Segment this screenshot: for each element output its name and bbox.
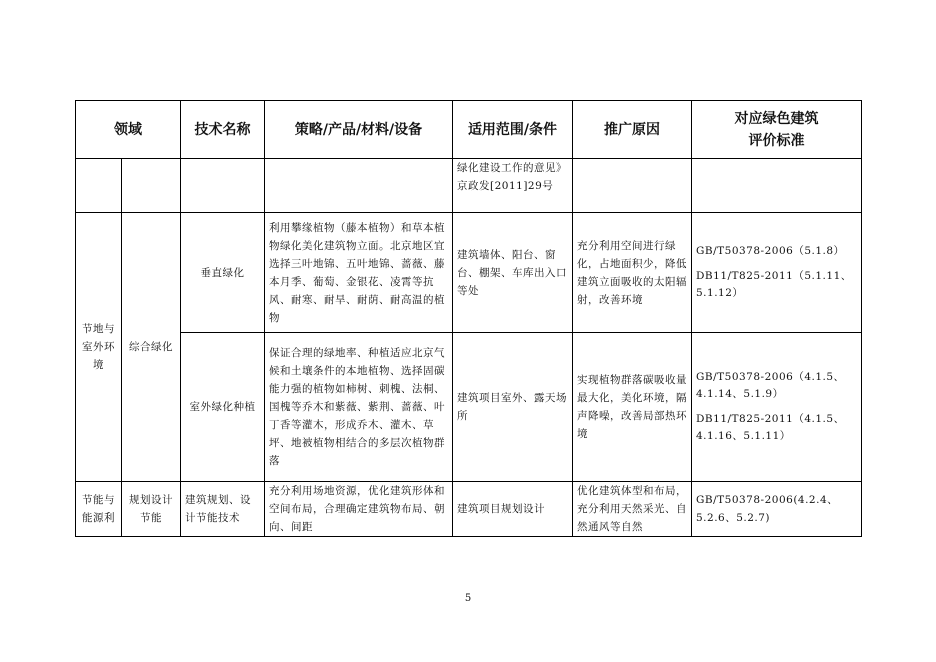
cell-tech-name: 室外绿化种植	[181, 333, 265, 482]
table-row-continued	[76, 159, 862, 213]
cell-empty	[122, 159, 181, 213]
cell-empty	[181, 159, 265, 213]
standard-db: DB11/T825-2011（5.1.11、5.1.12）	[696, 270, 852, 299]
header-standard-line1: 对应绿色建筑	[734, 110, 819, 127]
cell-category: 规划设计节能	[122, 482, 181, 537]
cell-reason: 实现植物群落碳吸收量最大化，美化环境，隔声降噪，改善局部热环境	[573, 333, 692, 482]
header-standard	[692, 101, 862, 159]
table-row-outdoor-greening	[76, 333, 862, 482]
cell-domain: 节能与能源利	[76, 482, 122, 537]
cell-empty	[76, 159, 122, 213]
cell-tech-name: 建筑规划、设计节能技术	[181, 482, 265, 537]
cell-domain: 节地与室外环境	[76, 213, 122, 482]
cell-standard: GB/T50378-2006(4.2.4、5.2.6、5.2.7)	[692, 482, 862, 537]
cell-scope: 建筑项目规划设计	[453, 482, 573, 537]
standard-gb: GB/T50378-2006（5.1.8）	[696, 245, 845, 257]
cell-reason: 充分利用空间进行绿化，占地面积少，降低建筑立面吸收的太阳辐射，改善环境	[573, 213, 692, 333]
cell-empty	[265, 159, 453, 213]
header-strategy: 策略/产品/材料/设备	[265, 101, 453, 159]
cell-strategy: 保证合理的绿地率、种植适应北京气候和土壤条件的本地植物、选择固碳能力强的植物如柿树、刺槐、法桐、国槐等乔木和紫薇、紫荆、蔷薇、叶丁香等灌木，形成乔木、灌木、草坪、地被植物相结合的多层次植物群落	[265, 333, 453, 482]
cell-standard	[692, 333, 862, 482]
standard-gb: GB/T50378-2006（4.1.5、4.1.14、5.1.9）	[696, 371, 845, 400]
header-scope: 适用范围/条件	[453, 101, 573, 159]
table-header-row	[76, 101, 862, 159]
cell-tech-name: 垂直绿化	[181, 213, 265, 333]
cell-strategy: 利用攀缘植物（藤本植物）和草本植物绿化美化建筑物立面。北京地区宜选择三叶地锦、五叶地锦、蔷薇、藤本月季、葡萄、金银花、凌霄等抗风、耐寒、耐旱、耐荫、耐高温的植物	[265, 213, 453, 333]
cell-empty	[692, 159, 862, 213]
header-tech-name: 技术名称	[181, 101, 265, 159]
cell-empty	[573, 159, 692, 213]
page-number: 5	[464, 593, 472, 604]
header-domain: 领域	[76, 101, 181, 159]
table-row-vertical-greening	[76, 213, 862, 333]
cell-scope: 建筑项目室外、露天场所	[453, 333, 573, 482]
standard-db: DB11/T825-2011（4.1.5、4.1.16、5.1.11）	[696, 413, 845, 442]
cell-strategy: 充分利用场地资源，优化建筑形体和空间布局，合理确定建筑物布局、朝向、间距	[265, 482, 453, 537]
cell-standard	[692, 213, 862, 333]
cell-scope: 建筑墙体、阳台、窗台、棚架、车库出入口等处	[453, 213, 573, 333]
header-reason: 推广原因	[573, 101, 692, 159]
table-row-planning	[76, 482, 862, 537]
green-building-technology-table	[75, 100, 862, 537]
cell-category: 综合绿化	[122, 213, 181, 482]
cell-scope: 绿化建设工作的意见》京政发[2011]29号	[453, 159, 573, 213]
cell-reason: 优化建筑体型和布局，充分利用天然采光、自然通风等自然	[573, 482, 692, 537]
header-standard-line2: 评价标准	[748, 132, 805, 149]
